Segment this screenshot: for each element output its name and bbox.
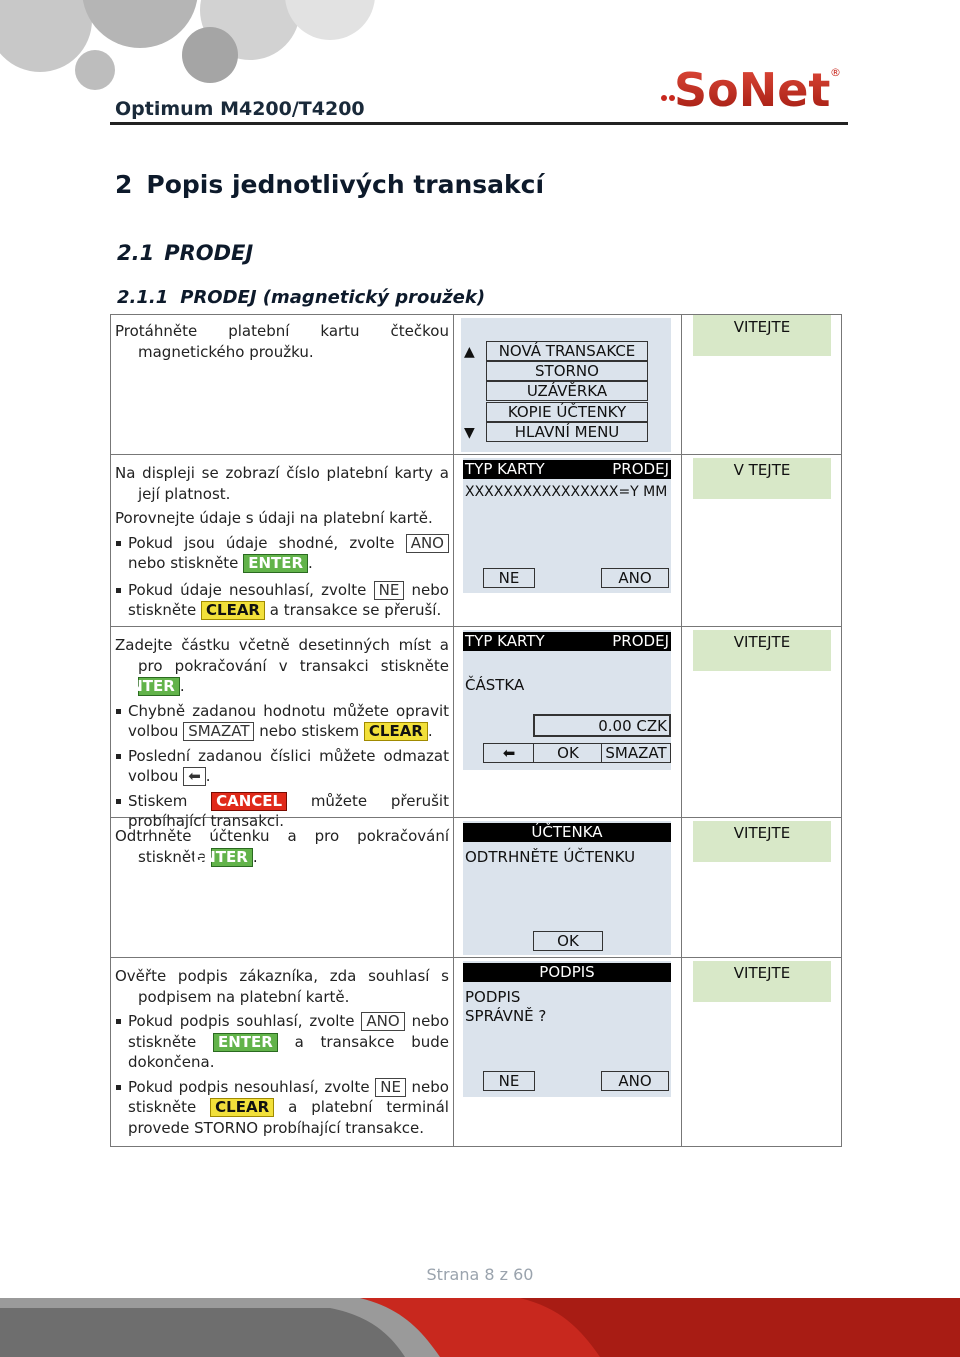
document-header-title: Optimum M4200/T4200 [115,98,365,120]
svg-text:SoNet: SoNet [674,63,831,117]
cancel-key: CANCEL [211,792,287,811]
smazat-button[interactable]: SMAZAT [601,743,671,763]
receipt-screen [463,821,671,955]
menu-item-new-transaction[interactable]: NOVÁ TRANSAKCE [486,341,648,361]
row-2-text: Na displeji se zobrazí číslo platební karty a její platnost. Porovnejte údaje s údaji na platební kartě. Pokud jsou údaje shodné, zvolte ANO nebo stiskněte ENTER . Pokud údaje nesouhlasí, zvolte NE nebo stiskněte CLEAR a transakce se přeruší. [115,464,449,619]
page-number: Strana 8 z 60 [426,1265,534,1284]
sonet-logo [660,58,850,118]
column-divider [453,315,454,1146]
amount-label: ČÁSTKA [465,676,525,694]
ano-key: ANO [406,534,449,553]
footer-decoration [0,1298,960,1357]
down-arrow-icon[interactable]: ▼ [464,425,475,441]
backspace-icon: ⬅ [183,767,206,786]
ne-key: NE [374,581,405,600]
card-check-screen [463,458,671,593]
signature-line-2: SPRÁVNĚ ? [465,1007,547,1025]
decorative-circles [0,0,380,95]
subsubsection-heading: 2.1.1 PRODEJ (magnetický proužek) [117,287,486,308]
menu-item-closing[interactable]: UZÁVĚRKA [486,381,648,401]
row-5-text: Ověřte podpis zákazníka, zda souhlasí s podpisem na platební kartě. Pokud podpis souhlasí, zvolte ANO nebo stiskněte ENTER a transakce bude dokončena. Pokud podpis nesouhlasí, zvolte NE nebo stiskněte CLEAR a platební terminál provede STORNO probíhající transakce. [115,967,449,1137]
screen-header: TYP KARTY PRODEJ [465,460,669,478]
clear-key: CLEAR [210,1098,274,1117]
signature-line-1: PODPIS [465,988,521,1006]
welcome-display: VITEJTE [693,315,831,356]
column-divider [681,315,682,1146]
row-divider [111,454,841,455]
row-3-text: Zadejte částku včetně desetinných míst a pro pokračování v transakci stiskněte ENTER . Chybně zadanou hodnotu můžete opravit volbou SMAZAT nebo stiskem CLEAR . Poslední zadanou číslici můžete odmazat volbou ⬅ . Stiskem CANCEL můžete přerušit probíhající transakci. [115,636,449,830]
row-divider [111,626,841,627]
transaction-table [110,314,842,1147]
enter-key: ENTER [211,848,253,867]
row-divider [111,957,841,958]
enter-key: ENTER [138,677,180,696]
welcome-display: VITEJTE [693,821,831,862]
menu-item-main-menu[interactable]: HLAVNÍ MENU [486,422,648,442]
screen-header: PODPIS [463,963,671,982]
enter-key: ENTER [213,1033,278,1052]
ano-button[interactable]: ANO [601,568,669,588]
welcome-display: VITEJTE [693,961,831,1002]
up-arrow-icon[interactable]: ▲ [464,344,475,360]
enter-key: ENTER [243,554,308,573]
section-heading: 2 Popis jednotlivých transakcí [115,170,545,199]
row-1-text: Protáhněte platební kartu čtečkou magnetického proužku. [115,322,449,361]
signature-screen [463,961,671,1097]
subsection-heading: 2.1 PRODEJ [117,241,254,265]
welcome-display: V TEJTE [693,458,831,499]
ok-button[interactable]: OK [533,743,603,763]
card-number-line: XXXXXXXXXXXXXXXX=Y MM [465,484,668,500]
backspace-button[interactable]: ⬅ [483,743,535,763]
ano-key: ANO [361,1012,404,1031]
ne-button[interactable]: NE [483,1071,535,1091]
clear-key: CLEAR [201,601,265,620]
screen-header: ÚČTENKA [463,823,671,842]
header-rule [110,122,848,125]
svg-text:®: ® [830,66,841,79]
screen-header: TYP KARTY PRODEJ [465,632,669,650]
main-menu-screen [461,318,671,452]
menu-item-storno[interactable]: STORNO [486,361,648,381]
row-4-text: Odtrhněte účtenku a pro pokračování stiskněte ENTER . [115,827,449,866]
menu-item-receipt-copy[interactable]: KOPIE ÚČTENKY [486,402,648,422]
ne-key: NE [375,1078,406,1097]
smazat-key: SMAZAT [183,722,254,741]
ne-button[interactable]: NE [483,568,535,588]
ano-button[interactable]: ANO [601,1071,669,1091]
receipt-message: ODTRHNĚTE ÚČTENKU [465,848,636,866]
amount-input[interactable]: 0.00 CZK [533,714,671,737]
welcome-display: VITEJTE [693,630,831,671]
amount-entry-screen [463,630,671,770]
ok-button[interactable]: OK [533,931,603,951]
clear-key: CLEAR [364,722,428,741]
